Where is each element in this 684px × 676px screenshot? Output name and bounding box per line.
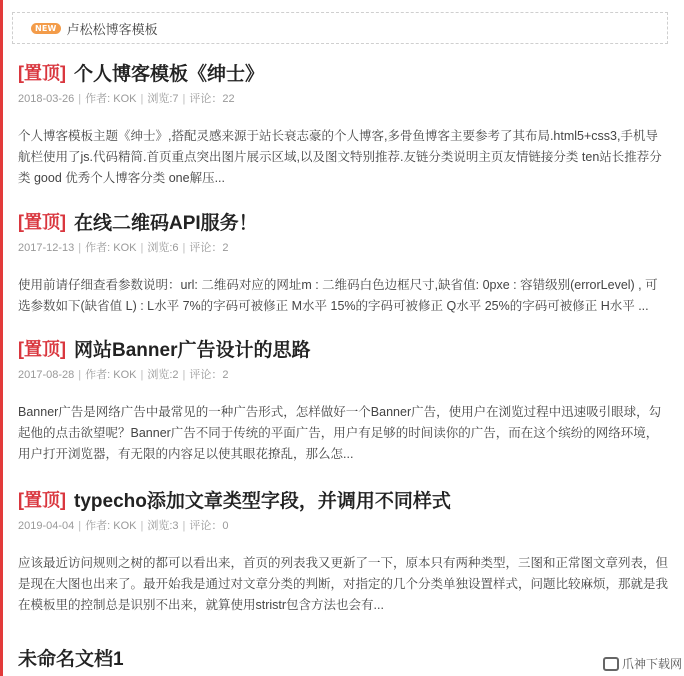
post-author: 作者: KOK <box>85 242 137 254</box>
post-date: 2017-08-28 <box>18 369 75 381</box>
new-badge: NEW <box>31 23 61 34</box>
post-date: 2017-12-13 <box>18 242 75 254</box>
post-item <box>18 485 668 616</box>
pinned-tag: [置顶] <box>18 212 66 232</box>
site-watermark <box>603 655 682 672</box>
pinned-tag: [置顶] <box>18 63 66 83</box>
post-author: 作者: KOK <box>85 369 137 381</box>
post-meta: 2019-04-04 | 作者: KOK | 浏览:3 | 评论：0 <box>18 520 229 532</box>
post-title-link[interactable]: typecho添加文章类型字段，并调用不同样式 <box>74 490 451 512</box>
partial-post-title[interactable]: 未命名文档1 <box>18 649 124 670</box>
post-title[interactable] <box>18 207 668 235</box>
post-excerpt: 个人博客模板主题《绅士》,搭配灵感来源于站长衰志豪的个人博客,多骨鱼博客主要参考了其布局.html5+css3,手机导航栏使用了js.代码精简.首页重点突出图片展示区域,以及图文特别推荐.友链分类说明主页友情链接分类 ten站长推荐分类 good 优秀个人博客分类 one解压... <box>18 129 662 185</box>
post-item <box>18 207 668 317</box>
post-views: 浏览:6 <box>147 242 179 254</box>
post-excerpt: Banner广告是网络广告中最常见的一种广告形式，怎样做好一个Banner广告，使用户在浏览过程中迅速吸引眼球，勾起他的点击欲望呢？Banner广告不同于传统的平面广告，用户有足够的时间读你的广告，而在这个缤纷的网络环境，用户打开浏览器，有无限的内容足以使其眼花撩乱，那么怎... <box>18 405 662 461</box>
breadcrumb <box>12 12 668 44</box>
post-title[interactable] <box>18 58 668 86</box>
post-excerpt: 使用前请仔细查看参数说明：url: 二维码对应的网址m : 二维码白色边框尺寸,缺省值: 0pxe : 容错级别(errorLevel) , 可选参数如下(缺省值 L) : L水平 7%的字码可被修正 M水平 15%的字码可被修正 Q水平 25%的字码可被修正 H水平 ... <box>18 278 658 313</box>
post-date: 2019-04-04 <box>18 520 75 532</box>
post-item <box>18 58 668 189</box>
post-title[interactable] <box>18 485 668 513</box>
post-title-link[interactable]: 网站Banner广告设计的思路 <box>74 339 311 361</box>
post-views: 浏览:2 <box>147 369 179 381</box>
post-comments: 评论：0 <box>189 520 229 532</box>
post-meta: 2017-12-13 | 作者: KOK | 浏览:6 | 评论：2 <box>18 242 229 254</box>
post-author: 作者: KOK <box>85 520 137 532</box>
post-excerpt: 应该最近访问规则之树的都可以看出来，首页的列表我又更新了一下，原本只有两种类型，三图和正常图文章列表，但是现在大图也出来了。最开始我是通过对文章分类的判断，对指定的几个分类单独设置样式，问题比较麻烦，那就是我在模板里的控制总是识别不出来，就算使用stristr包含方法也会有... <box>18 556 669 612</box>
post-date: 2018-03-26 <box>18 93 75 105</box>
breadcrumb-label[interactable]: 卢松松博客模板 <box>66 22 158 38</box>
watermark-text: 爪神下载网 <box>621 657 682 671</box>
post-views: 浏览:3 <box>147 520 179 532</box>
left-accent-bar <box>0 0 3 676</box>
post-views: 浏览:7 <box>147 93 179 105</box>
post-author: 作者: KOK <box>85 93 137 105</box>
post-title-link[interactable]: 个人博客模板《绅士》 <box>74 63 265 85</box>
post-comments: 评论：2 <box>189 369 229 381</box>
post-comments: 评论：2 <box>189 242 229 254</box>
post-title-link[interactable]: 在线二维码API服务！ <box>74 212 258 234</box>
post-meta: 2017-08-28 | 作者: KOK | 浏览:2 | 评论：2 <box>18 369 229 381</box>
post-item <box>18 334 668 465</box>
pinned-tag: [置顶] <box>18 339 66 359</box>
post-title[interactable] <box>18 334 668 362</box>
watermark-logo-icon <box>603 657 619 671</box>
pinned-tag: [置顶] <box>18 490 66 510</box>
post-meta: 2018-03-26 | 作者: KOK | 浏览:7 | 评论：22 <box>18 93 235 105</box>
post-comments: 评论：22 <box>189 93 235 105</box>
